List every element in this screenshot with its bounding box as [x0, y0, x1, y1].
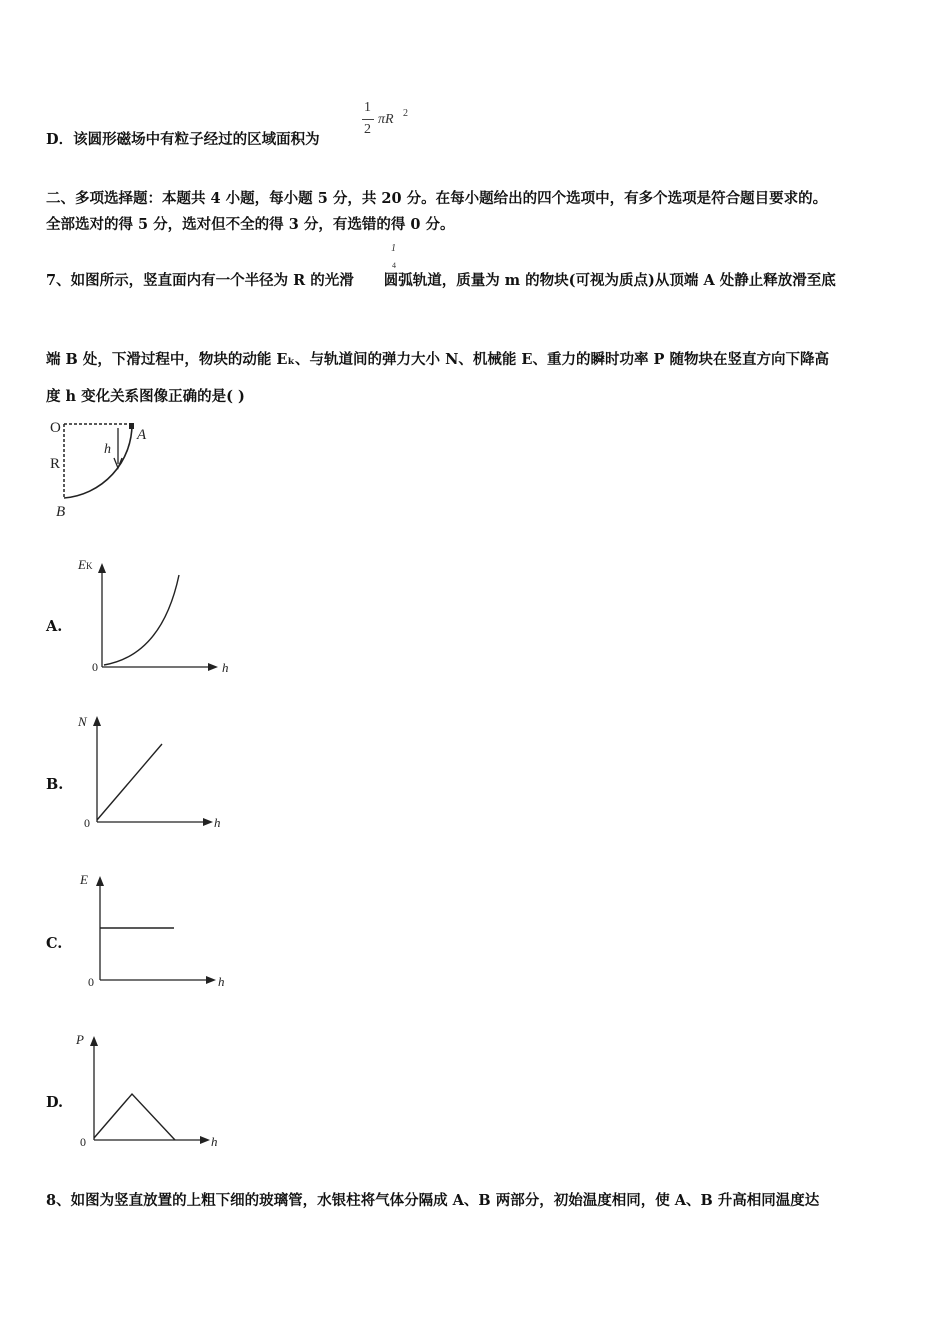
y-label: EK: [78, 557, 93, 572]
option-d-previous: [46, 128, 320, 149]
section2-line2: 全部选对的得 5 分，选对但不全的得 3 分，有选错的得 0 分。: [46, 216, 455, 233]
y-label: N: [78, 714, 87, 729]
fraction-numerator: 1: [364, 100, 371, 115]
y-label: E: [80, 872, 88, 887]
graph-b: [72, 710, 242, 835]
track-figure: [46, 416, 186, 521]
fraction-bar: [362, 119, 374, 120]
x-label: h: [222, 660, 229, 675]
q7-part2: 圆弧轨道，质量为 m 的物块(可视为质点)从顶端 A 处静止释放滑至底: [383, 272, 836, 289]
option-a-label[interactable]: A.: [46, 618, 63, 635]
label-o: O: [50, 420, 61, 436]
arc-track: [64, 424, 132, 498]
option-d-text: D．该圆形磁场中有粒子经过的区域面积为: [46, 131, 320, 148]
x-label: h: [218, 974, 225, 989]
q7-line1: [46, 269, 836, 290]
graph-d: [72, 1028, 242, 1153]
origin-label: 0: [80, 1135, 86, 1149]
x-arrow: [208, 663, 218, 671]
y-label: P: [76, 1032, 84, 1047]
y-arrow: [93, 716, 101, 726]
q7-line2: 端 B 处，下滑过程中，物块的动能 Eₖ、与轨道间的弹力大小 N、机械能 E、重力的瞬时功率 P 随物块在竖直方向下降高: [46, 351, 829, 368]
x-arrow: [200, 1136, 210, 1144]
y-arrow: [96, 876, 104, 886]
option-d-label[interactable]: D.: [46, 1094, 64, 1111]
origin-label: 0: [92, 660, 98, 674]
n-line: [97, 744, 162, 820]
option-b-label[interactable]: B.: [46, 776, 64, 793]
label-h: h: [104, 442, 111, 457]
area-exponent: 2: [403, 108, 408, 119]
graph-a: [72, 555, 242, 680]
label-b: B: [56, 504, 66, 520]
q7-part1: 7、如图所示，竖直面内有一个半径为 R 的光滑: [46, 272, 354, 289]
graph-c: [72, 868, 242, 993]
fraction-denominator: 2: [364, 122, 371, 137]
origin-label: 0: [84, 816, 90, 830]
area-expression: πR: [378, 112, 394, 127]
label-a: A: [137, 427, 147, 443]
y-arrow: [98, 563, 106, 573]
x-label: h: [211, 1134, 218, 1149]
option-c-label[interactable]: C.: [46, 935, 63, 952]
x-arrow: [206, 976, 216, 984]
q7-line3: 度 h 变化关系图像正确的是( ): [46, 388, 245, 405]
y-arrow: [90, 1036, 98, 1046]
q7-frac-den: 4: [392, 261, 396, 270]
block: [129, 423, 134, 429]
q8-line1: 8、如图为竖直放置的上粗下细的玻璃管，水银柱将气体分隔成 A、B 两部分，初始温度相同，使 A、B 升高相同温度达: [46, 1192, 820, 1209]
label-r: R: [50, 456, 61, 472]
origin-label: 0: [88, 975, 94, 989]
ek-curve: [104, 575, 179, 665]
section2-line1: 二、多项选择题：本题共 4 小题，每小题 5 分，共 20 分。在每小题给出的四个选项中，有多个选项是符合题目要求的。: [46, 190, 828, 207]
p-triangle: [94, 1094, 175, 1140]
x-label: h: [214, 815, 221, 830]
q7-frac-num: 1: [391, 243, 396, 254]
x-arrow: [203, 818, 213, 826]
